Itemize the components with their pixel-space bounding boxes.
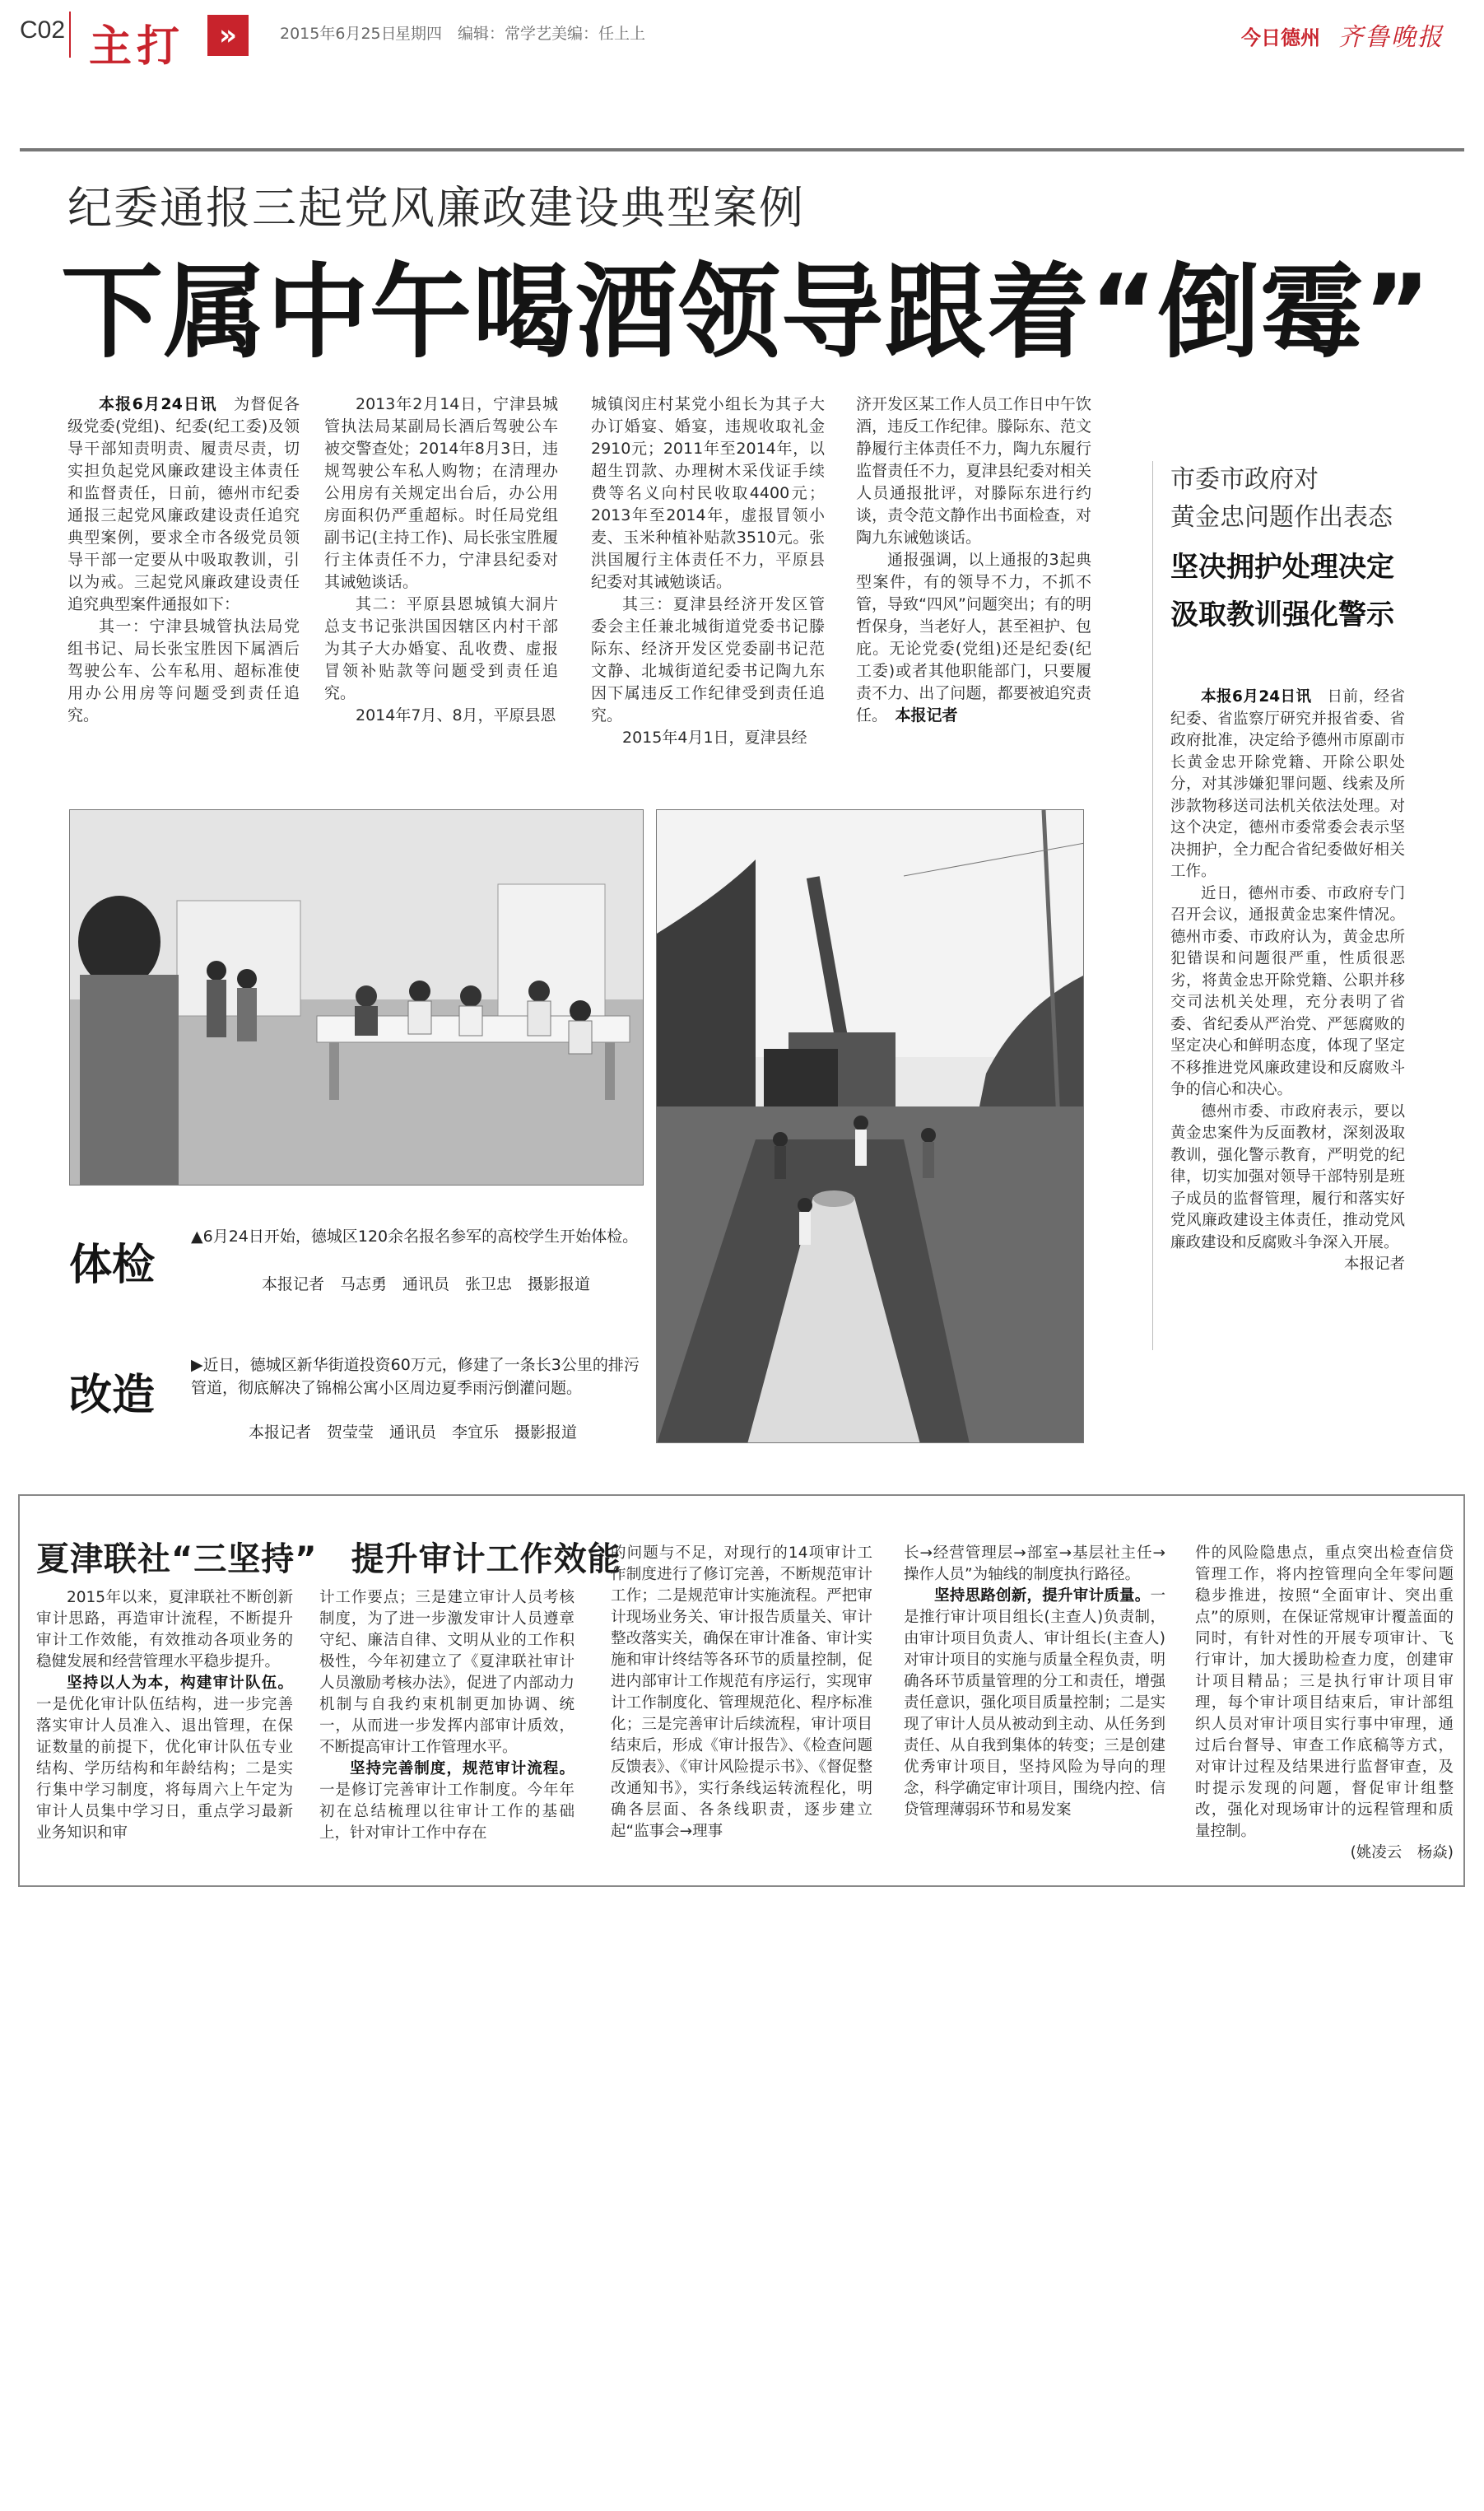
newspaper-logo: 齐鲁晚报: [1338, 23, 1444, 52]
today-dezhou: 今日德州: [1241, 26, 1320, 49]
case-three-detail: 济开发区某工作人员工作日中午饮酒，违反工作纪律。滕际东、范文静履行主体责任不力，陶九东履行监督责任不力，夏津县纪委对相关人员通报批评，对滕际东进行约谈，责令范文静作出书面检查，对陶九东诫勉谈话。: [856, 395, 1091, 547]
audit-point-1: 坚持以人为本，构建审计队伍。一是优化审计队伍结构，进一步完善落实审计人员准入、退出管理，在保证数量的前提下，优化审计队伍专业结构、学历结构和年龄结构；二是实行集中学习制度，将每周六上午定为审计人员集中学习日，重点学习最新业务知识和审: [36, 1675, 293, 1842]
lead-column-1: [67, 394, 300, 727]
case-two-summary: 其二：平原县恩城镇大洞片总支书记张洪国因辖区内村干部为其子大办婚宴、乱收费、虚报冒领补贴款等问题受到责任追究。: [324, 595, 558, 702]
case-one-detail: 2013年2月14日，宁津县城管执法局某副局长酒后驾驶公车被交警查处；2014年8月3日，违规驾驶公车私人购物；在清理办公用房有关规定出台后，办公用房面积仍严重超标。时任局党组副书记(主持工作)、局长张宝胜履行主体责任不力，宁津县纪委对其诫勉谈话。: [324, 395, 558, 591]
side-subhead-2: 黄金忠问题作出表态: [1170, 503, 1393, 532]
case-three-detail-start: 2015年4月1日，夏津县经: [622, 729, 807, 747]
audit-column-5: [1195, 1543, 1454, 1864]
lead-byline: 本报记者: [895, 706, 958, 724]
case-three-summary: 其三：夏津县经济开发区管委会主任兼北城街道党委书记滕际东、经济开发区党委副书记范文静、北城街道纪委书记陶九东因下属违反工作纪律受到责任追究。: [591, 595, 825, 724]
lead-intro: 为督促各级党委(党组)、纪委(纪工委)及领导干部知责明责、履责尽责，切实担负起党风廉政建设主体责任和监督责任，日前，德州市纪委通报三起党风廉政建设责任追究典型案例，要求全市各级党员领导干部一定要从中吸取教训，引以为戒。三起党风廉政建设责任追究典型案件通报如下：: [67, 395, 300, 613]
page-number: C02: [20, 16, 66, 44]
pipeline-illustration: [657, 810, 1084, 1443]
side-headline-block: [1170, 461, 1454, 639]
case-two-detail: 城镇闵庄村某党小组长为其子大办订婚宴、婚宴，违规收取礼金2910元；2011年至2014年，以超生罚款、办理树木采伐证手续费等名义向村民收取4400元；2013年至2014年，虚报冒领小麦、玉米种植补贴款3510元。张洪国履行主体责任不力，平原县纪委对其诫勉谈话。: [591, 395, 825, 591]
side-paragraph-2: 近日，德州市委、市政府专门召开会议，通报黄金忠案件情况。德州市委、市政府认为，黄金忠所犯错误和问题很严重，性质很恶劣，将黄金忠开除党籍、公职并移交司法机关处理，充分表明了省委、省纪委从严治党、严惩腐败的坚定决心和鲜明态度，体现了坚定不移推进党风廉政建设和反腐败斗争的信心和决心。: [1170, 884, 1405, 1098]
side-paragraph-3: 德州市委、市政府表示，要以黄金忠案件为反面教材，深刻汲取教训，强化警示教育，严明党的纪律，切实加强对领导干部特别是班子成员的监督管理，履行和落实好党风廉政建设主体责任，推动党风廉政建设和反腐败斗争深入开展。: [1170, 1102, 1405, 1251]
lead-column-3: [591, 394, 825, 749]
audit-point-2: 坚持完善制度，规范审计流程。一是修订完善审计工作制度。今年年初在总结梳理以往审计工作的基础上，针对审计工作中存在: [319, 1760, 575, 1842]
photo1-caption: ▲6月24日开始，德城区120余名报名参军的高校学生开始体检。: [191, 1228, 639, 1246]
lead-dateline: 本报6月24日讯: [99, 395, 217, 413]
case-two-detail-start: 2014年7月、8月，平原县恩: [356, 706, 556, 724]
lead-column-2: [324, 394, 558, 727]
audit-headline: 夏津联社“三坚持” 提升审计工作效能: [36, 1540, 621, 1578]
side-body: 本报6月24日讯 日前，经省纪委、省监察厅研究并报省委、省政府批准，决定给予德州市原副市长黄金忠开除党籍、开除公职处分，对其涉嫌犯罪问题、线索及所涉款物移送司法机关依法处理。对这个决定，德州市委常委会表示坚决拥护，全力配合省纪委做好相关工作。 近日，德州市委、市政府专门召开会议，通报黄金忠案件情况。德州市委、市政府认为，黄金忠所犯错误和问题很严重，性质很恶劣，将黄金忠开除党籍、公职并移交司法机关处理，充分表明了省委、省纪委从严治党、严惩腐败的坚定决心和鲜明态度，体现了坚定不移推进党风廉政建设和反腐败斗争的信心和决心。 德州市委、市政府表示，要以黄金忠案件为反面教材，深刻汲取教训，强化警示教育，严明党的纪律，切实加强对领导干部特别是班子成员的监督管理，履行和落实好党风廉政建设主体责任，推动党风廉政建设和反腐败斗争深入开展。 本报记者: [1170, 687, 1405, 1276]
audit-column-4: [904, 1543, 1165, 1821]
side-dateline: 本报6月24日讯: [1201, 688, 1312, 706]
issue-date: 2015年6月25日: [280, 25, 397, 43]
photo2-caption: ▶近日，德城区新华街道投资60万元，修建了一条长3公里的排污管道，彻底解决了锦棉公寓小区周边夏季雨污倒灌问题。: [191, 1356, 640, 1397]
audit-column-1: [36, 1587, 293, 1844]
audit-column-2: [319, 1587, 575, 1844]
audit-point-2-end: 长→经营管理层→部室→基层社主任→操作人员”为轴线的制度执行路径。: [904, 1544, 1165, 1583]
side-title-1: 坚决拥护处理决定: [1170, 551, 1394, 584]
audit-point-3: 坚持思路创新，提升审计质量。一是推行审计项目组长(主查人)负责制，由审计项目负责人、审计组长(主查人)对审计项目的实施与质量全程负责，明确各环节质量管理的分工和责任，增强责任意识，强化项目质量控制；二是实现了审计人员从被动到主动、从任务到责任、从自我到集体的转变；三是创建优秀审计项目，坚持风险为导向的理念，科学确定审计项目，围绕内控、信贷管理薄弱环节和易发案: [904, 1587, 1165, 1819]
editor-credit: 编辑：常学艺: [458, 25, 552, 43]
section-title: 主打: [89, 22, 185, 72]
lead-headline: 下属中午喝酒领导跟着“倒霉”: [61, 254, 1431, 372]
photo1-credit: 本报记者 马志勇 通讯员 张卫忠 摄影报道: [262, 1275, 591, 1293]
audit-intro: 2015年以来，夏津联社不断创新审计思路，再造审计流程，不断提升审计工作效能，有效推动各项业务的稳健发展和经营管理水平稳步提升。: [36, 1589, 293, 1670]
side-byline: 本报记者: [1343, 1256, 1405, 1273]
photo1-title: 体检: [69, 1241, 156, 1290]
case-one-summary: 其一：宁津县城管执法局党组书记、局长张宝胜因下属酒后驾驶公车、公车私用、超标准使用办公用房等问题受到责任追究。: [67, 617, 300, 724]
audit-point-3-cont: 件的风险隐患点，重点突出检查信贷管理工作，将内控管理向全年零问题稳步推进，按照“全面审计、突出重点”的原则，在保证常规审计覆盖面的同时，有针对性的开展专项审计、飞行审计，加大援助检查力度，创建审计项目精品；三是执行审计项目审理，每个审计项目结束后，审计部组织人员对审计项目实行事中审理，通过后台督导、审查工作底稿等方式，对审计过程及结果进行监督审查，及时提示发现的问题，督促审计组整改，强化对现场审计的远程管理和质量控制。: [1195, 1544, 1454, 1840]
photo2-credit: 本报记者 贺莹莹 通讯员 李宜乐 摄影报道: [249, 1423, 578, 1442]
side-divider: [1152, 461, 1153, 1350]
top-rule: [20, 148, 1464, 151]
audit-byline: (姚凌云 杨焱): [1350, 1844, 1454, 1861]
photo-physical-exam: [69, 809, 644, 1186]
side-title-2: 汲取教训强化警示: [1170, 599, 1394, 631]
audit-point-2-cont: 的问题与不足，对现行的14项审计工作制度进行了修订完善，不断规范审计工作；二是规范审计实施流程。严把审计现场业务关、审计报告质量关、审计整改落实关，确保在审计准备、审计实施和审计终结等各环节的质量控制，促进内部审计工作规范有序运行，实现审计工作制度化、管理规范化、程序标准化；三是完善审计后续流程，审计项目结束后，形成《审计报告》、《检查问题反馈表》、《审计风险提示书》、《督促整改通知书》，实行条线运转流程化，明确各层面、各条线职责，逐步建立起“监事会→理事: [611, 1544, 872, 1840]
designer-credit: 美编：任上上: [551, 25, 646, 43]
masthead-divider: [69, 12, 71, 58]
audit-point-1-cont: 计工作要点；三是建立审计人员考核制度，为了进一步激发审计人员遵章守纪、廉洁自律、文明从业的工作积极性，今年初建立了《夏津联社审计人员激励考核办法》，促进了内部动力机制与自我约束机制更加协调、统一，从而进一步发挥内部审计质效，不断提高审计工作管理水平。: [319, 1589, 575, 1756]
exam-room-illustration: [70, 810, 644, 1186]
audit-column-3: [611, 1543, 872, 1842]
notice-emphasis: 通报强调，以上通报的3起典型案件，有的领导不力，不抓不管，导致“四风”问题突出；有的明哲保身，当老好人，甚至袒护、包庇。无论党委(党组)还是纪委(纪工委)或者其他职能部门，只要履责不力、出了问题，都要被追究责任。 本报记者: [856, 551, 1091, 724]
photo2-title: 改造: [69, 1371, 156, 1420]
photo-drainage-pipe: [656, 809, 1084, 1443]
chevron-icon: »: [207, 15, 249, 56]
issue-weekday: 星期四: [395, 25, 443, 43]
side-subhead-1: 市委市政府对: [1170, 465, 1319, 494]
lead-kicker: 纪委通报三起党风廉政建设典型案例: [67, 182, 805, 234]
lead-column-4: [856, 394, 1091, 727]
